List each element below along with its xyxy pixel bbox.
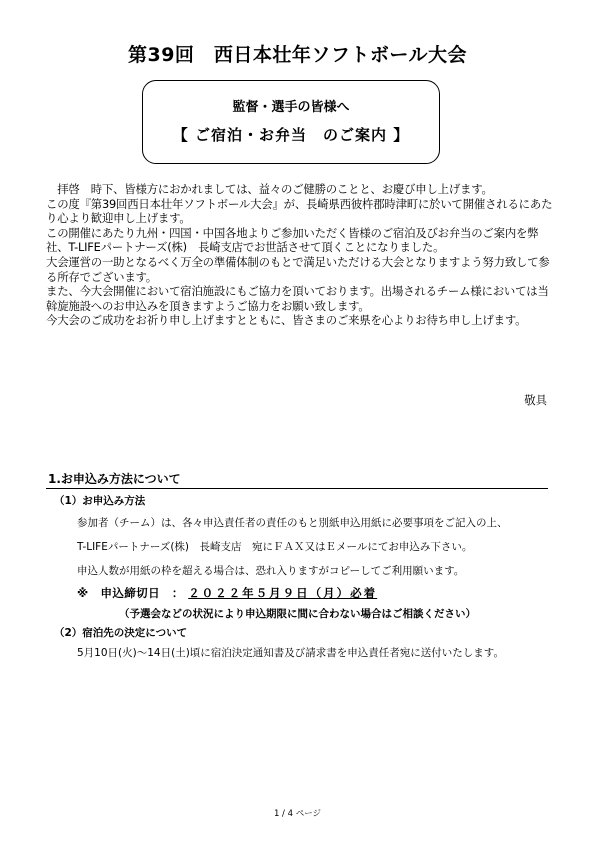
section-heading: 1.お申込み方法について (48, 472, 181, 486)
application-instruction-line: T-LIFEパートナーズ(株) 長崎支店 宛にＦＡＸ又はＥメールにてお申込み下さい。 (77, 541, 473, 553)
greeting-body (46, 182, 556, 328)
body-paragraph: また、今大会開催において宿泊施設にもご協力を頂いております。出場されるチーム様においては当斡旋施設へのお申込みを頂きますようご協力をお願い致します。 (46, 284, 549, 313)
page-title: 第39回 西日本壮年ソフトボール大会 (127, 44, 468, 66)
deadline-label: ※ 申込締切日 ： (77, 586, 184, 600)
application-instruction-line: 申込人数が用紙の枠を超える場合は、恐れ入りますがコピーしてご利用願います。 (77, 565, 465, 577)
section-divider (46, 488, 548, 489)
subsection-heading-application: （1）お申込み方法 (54, 495, 146, 507)
lodging-notice-line: 5月10日(火)～14日(土)頃に宿泊決定通知書及び請求書を申込責任者宛に送付いたします。 (77, 647, 504, 659)
deadline-line (77, 585, 377, 601)
notice-box-recipient: 監督・選手の皆様へ (232, 100, 350, 115)
deadline-date: ２０２２年５月９日（月）必着 (188, 586, 378, 600)
deadline-note: （予選会などの状況により申込期限に間に合わない場合はご相談ください） (119, 608, 476, 620)
closing-word: 敬具 (524, 393, 547, 407)
body-paragraph: 拝啓 時下、皆様方におかれましては、益々のご健勝のことと、お慶び申し上げます。 (46, 182, 493, 196)
body-paragraph: この開催にあたり九州・四国・中国各地よりご参加いただく皆様のご宿泊及びお弁当のご案内を弊社、T-LIFEパートナーズ(株) 長崎支店でお世話させて頂くことになりました。 (46, 225, 539, 255)
application-instruction-line: 参加者（チーム）は、各々申込責任者の責任のもと別紙申込用紙に必要事項をご記入の上、 (77, 517, 508, 529)
notice-box (142, 80, 440, 164)
body-paragraph: 今大会のご成功をお祈り申し上げますとともに、皆さまのご来県を心よりお待ち申し上げます。 (46, 313, 527, 328)
notice-box-subject: 【 ご宿泊・お弁当 のご案内 】 (172, 126, 410, 144)
body-paragraph: この度『第39回西日本壮年ソフトボール大会』が、長崎県西彼杵郡時津町に於いて開催されるにあたり心より歓迎申し上げます。 (46, 196, 553, 226)
subsection-heading-lodging: （2）宿泊先の決定について (54, 627, 188, 639)
body-paragraph: 大会運営の一助となるべく万全の準備体制のもとで満足いただける大会となりますよう努力致して参る所存でございます。 (46, 254, 550, 284)
page-number: 1 / 4 ページ (273, 809, 322, 819)
